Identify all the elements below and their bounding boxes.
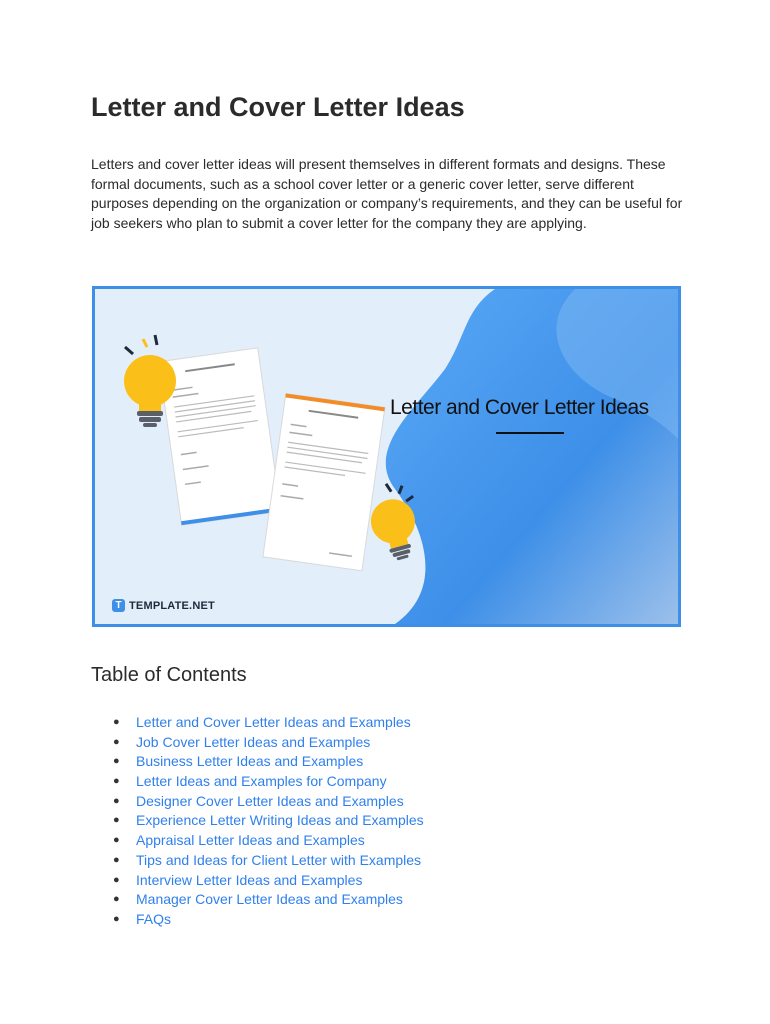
hero-title-underline <box>496 432 564 434</box>
hero-illustration <box>95 289 678 624</box>
brand-name: TEMPLATE.NET <box>129 599 215 612</box>
toc-link[interactable]: Job Cover Letter Ideas and Examples <box>136 733 371 750</box>
bullet-icon: ● <box>113 735 120 748</box>
toc-link[interactable]: Experience Letter Writing Ideas and Examples <box>136 812 424 829</box>
page-title: Letter and Cover Letter Ideas <box>91 92 465 122</box>
toc-link[interactable]: Manager Cover Letter Ideas and Examples <box>136 891 403 908</box>
bullet-icon: ● <box>113 794 120 807</box>
toc-heading: Table of Contents <box>91 664 247 686</box>
hero-banner-image <box>92 286 681 627</box>
bullet-icon: ● <box>113 853 120 866</box>
bullet-icon: ● <box>113 834 120 847</box>
toc-link[interactable]: Letter and Cover Letter Ideas and Examples <box>136 714 411 730</box>
intro-paragraph: Letters and cover letter ideas will present themselves in different formats and designs. These formal documents, such as a school cover letter or a generic cover letter, serve different purposes depending on the organization or company’s requirements, and they can be useful for job seekers who plan to submit a cover letter for the company they are applying. <box>91 156 683 231</box>
toc-link[interactable]: Interview Letter Ideas and Examples <box>136 871 363 888</box>
bullet-icon: ● <box>113 912 120 925</box>
toc-link[interactable]: Designer Cover Letter Ideas and Examples <box>136 792 404 809</box>
bullet-icon: ● <box>113 893 120 906</box>
toc-link[interactable]: Business Letter Ideas and Examples <box>136 753 364 770</box>
bullet-icon: ● <box>113 814 120 827</box>
bullet-icon: ● <box>113 775 120 788</box>
toc-link[interactable]: FAQs <box>136 910 172 927</box>
hero-title: Letter and Cover Letter Ideas <box>390 396 649 419</box>
bullet-icon: ● <box>113 716 120 728</box>
toc-link[interactable]: Tips and Ideas for Client Letter with Examples <box>136 851 422 868</box>
template-net-logo <box>112 599 215 612</box>
bullet-icon: ● <box>113 873 120 886</box>
brand-mark-icon: T <box>112 599 125 612</box>
toc-link[interactable]: Appraisal Letter Ideas and Examples <box>136 832 365 849</box>
toc-link[interactable]: Letter Ideas and Examples for Company <box>136 773 387 790</box>
bullet-icon: ● <box>113 755 120 768</box>
